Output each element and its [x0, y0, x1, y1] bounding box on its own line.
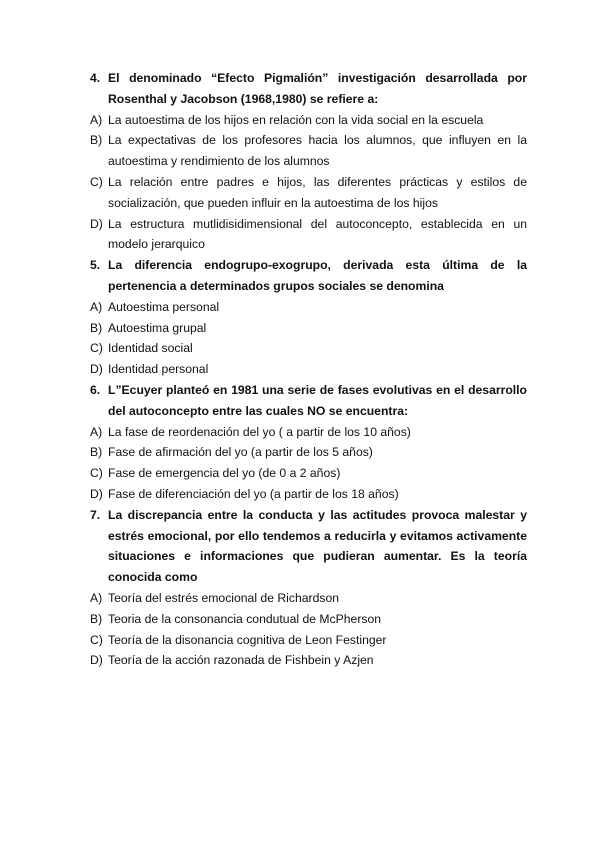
question-stem: [90, 68, 527, 110]
option-letter: C): [90, 341, 103, 356]
option-letter: D): [90, 486, 103, 501]
option-letter: C): [90, 174, 103, 189]
option-text: La autoestima de los hijos en relación con la vida social en la escuela: [108, 112, 484, 127]
question-4: [90, 68, 527, 255]
option-letter: A): [90, 424, 103, 439]
option-text: La expectativas de los profesores hacia los alumnos, que influyen en la autoestima y rendimiento de los alumnos: [108, 133, 527, 169]
option-d: [90, 214, 527, 256]
question-stem: [90, 505, 527, 588]
option-a: [90, 588, 527, 609]
option-text: La relación entre padres e hijos, las diferentes prácticas y estilos de socialización, que pueden influir en la autoestima de los hijos: [108, 174, 527, 210]
option-letter: B): [90, 320, 103, 335]
option-letter: C): [90, 632, 103, 647]
question-text: L”Ecuyer planteó en 1981 una serie de fases evolutivas en el desarrollo del autoconcepto entre las cuales NO se encuentra:: [108, 382, 527, 418]
question-number: 6.: [90, 382, 101, 397]
question-7: [90, 505, 527, 671]
option-d: [90, 359, 527, 380]
option-letter: D): [90, 362, 103, 377]
option-b: [90, 130, 527, 172]
option-letter: C): [90, 466, 103, 481]
option-d: [90, 650, 527, 671]
option-c: [90, 630, 527, 651]
question-number: 5.: [90, 258, 101, 273]
option-b: [90, 318, 527, 339]
option-text: La fase de reordenación del yo ( a partir de los 10 años): [108, 424, 411, 439]
question-stem: [90, 380, 527, 422]
option-a: [90, 110, 527, 131]
option-letter: B): [90, 445, 103, 460]
option-text: Identidad social: [108, 341, 193, 356]
question-text: El denominado “Efecto Pigmalión” investigación desarrollada por Rosenthal y Jacobson (1968,1980) se refiere a:: [108, 71, 527, 106]
question-stem: [90, 255, 527, 297]
option-text: Teoria de la consonancia condutual de McPherson: [108, 611, 382, 626]
option-text: La estructura mutlidisidimensional del autoconcepto, establecida en un modelo jerarquico: [108, 216, 527, 252]
option-text: Identidad personal: [108, 362, 209, 377]
option-text: Teoría de la acción razonada de Fishbein y Azjen: [108, 653, 374, 668]
option-letter: B): [90, 133, 103, 148]
option-text: Fase de diferenciación del yo (a partir de los 18 años): [108, 486, 399, 501]
option-text: Autoestima grupal: [108, 320, 207, 335]
option-text: Fase de emergencia del yo (de 0 a 2 años): [108, 466, 341, 481]
option-letter: A): [90, 590, 103, 605]
option-text: Teoría de la disonancia cognitiva de Leon Festinger: [108, 632, 387, 647]
question-6: [90, 380, 527, 505]
question-number: 7.: [90, 507, 101, 522]
option-c: [90, 338, 527, 359]
option-c: [90, 172, 527, 214]
option-a: [90, 422, 527, 443]
option-b: [90, 609, 527, 630]
option-letter: D): [90, 653, 103, 668]
option-text: Autoestima personal: [108, 299, 220, 314]
option-text: Teoría del estrés emocional de Richardson: [108, 590, 340, 605]
option-letter: D): [90, 216, 103, 231]
option-c: [90, 463, 527, 484]
option-letter: A): [90, 112, 103, 127]
option-text: Fase de afirmación del yo (a partir de los 5 años): [108, 445, 373, 460]
option-letter: A): [90, 299, 103, 314]
option-a: [90, 297, 527, 318]
question-text: La diferencia endogrupo-exogrupo, derivada esta última de la pertenencia a determinados grupos sociales se denomina: [108, 258, 527, 293]
option-letter: B): [90, 611, 103, 626]
question-number: 4.: [90, 71, 101, 85]
question-text: La discrepancia entre la conducta y las actitudes provoca malestar y estrés emocional, por ello tendemos a reducirla y evitamos activamente situaciones e informaciones que pudieran aumentar. Es la teoría conocida como: [108, 507, 527, 585]
question-5: [90, 255, 527, 380]
option-d: [90, 484, 527, 505]
option-b: [90, 442, 527, 463]
